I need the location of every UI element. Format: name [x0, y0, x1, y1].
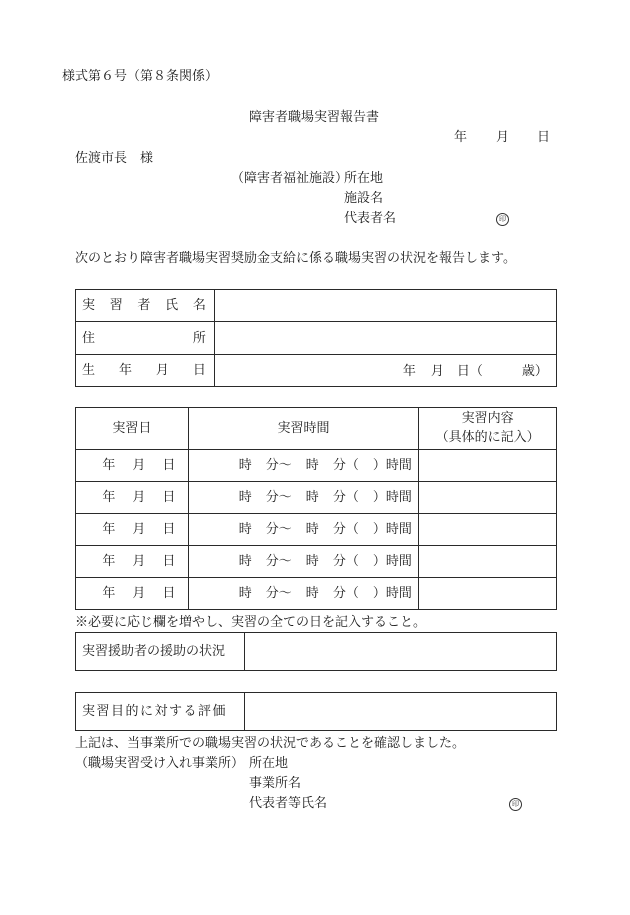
trainee-name-row: [76, 290, 557, 322]
schedule-content-cell[interactable]: [419, 546, 557, 578]
schedule-date-cell[interactable]: 年 月 日: [76, 482, 189, 514]
header-content-line1: 実習内容: [461, 410, 514, 426]
date-day-label: 日: [537, 130, 551, 145]
schedule-time-cell[interactable]: 時 分～ 時 分（ ）時間: [188, 546, 419, 578]
employer-name-label: 事業所名: [249, 776, 302, 791]
trainee-name-label: 実 習 者 氏 名: [76, 290, 215, 322]
schedule-time-cell[interactable]: 時 分～ 時 分（ ）時間: [188, 450, 419, 482]
header-date: 実習日: [76, 408, 189, 450]
page-title: 障害者職場実習報告書: [249, 110, 380, 125]
date-month-label: 月: [496, 130, 510, 145]
evaluation-label: 実習目的に対する評価: [76, 693, 245, 731]
schedule-date-cell[interactable]: 年 月 日: [76, 578, 189, 610]
schedule-time-cell[interactable]: 時 分～ 時 分（ ）時間: [188, 482, 419, 514]
schedule-date-cell[interactable]: 年 月 日: [76, 546, 189, 578]
trainee-address-label: 住 所: [76, 322, 215, 355]
trainee-birth-row: [76, 355, 557, 387]
employer-address-label: 所在地: [249, 756, 289, 771]
evaluation-table: [75, 692, 557, 731]
form-number: 様式第６号（第８条関係）: [62, 69, 219, 84]
schedule-date-cell[interactable]: 年 月 日: [76, 514, 189, 546]
facility-name-label: 施設名: [344, 191, 384, 206]
schedule-row: [76, 546, 557, 578]
trainee-address-row: [76, 322, 557, 355]
schedule-date-cell[interactable]: 年 月 日: [76, 450, 189, 482]
schedule-table: [75, 407, 557, 610]
birth-age-label: 歳）: [521, 364, 548, 379]
schedule-content-cell[interactable]: [419, 578, 557, 610]
evaluation-field[interactable]: [244, 693, 556, 731]
date-year-label: 年: [454, 130, 468, 145]
schedule-content-cell[interactable]: [419, 450, 557, 482]
facility-seal-icon: 印: [496, 213, 509, 226]
facility-label: （障害者福祉施設）: [231, 171, 349, 186]
schedule-time-cell[interactable]: 時 分～ 時 分（ ）時間: [188, 514, 419, 546]
employer-seal-icon: 印: [509, 798, 522, 811]
header-time: 実習時間: [188, 408, 419, 450]
schedule-header-row: [76, 408, 557, 450]
trainee-table: [75, 289, 557, 387]
header-content-line2: （具体的に記入）: [435, 429, 540, 445]
header-content: [419, 408, 557, 450]
schedule-content-cell[interactable]: [419, 514, 557, 546]
schedule-row: [76, 514, 557, 546]
employer-rep-label: 代表者等氏名: [249, 796, 328, 811]
facility-rep-label: 代表者名: [344, 211, 397, 226]
schedule-time-cell[interactable]: 時 分～ 時 分（ ）時間: [188, 578, 419, 610]
trainee-birth-field[interactable]: [214, 355, 556, 387]
addressee: 佐渡市長 様: [75, 151, 154, 166]
schedule-content-cell[interactable]: [419, 482, 557, 514]
birth-year-label: 年: [402, 364, 416, 379]
birth-month-label: 月: [430, 364, 444, 379]
employer-label: （職場実習受け入れ事業所）: [75, 756, 245, 771]
birth-day-label: 日（: [456, 364, 483, 379]
schedule-row: [76, 482, 557, 514]
schedule-row: [76, 578, 557, 610]
trainee-birth-label: 生 年 月 日: [76, 355, 215, 387]
facility-address-label: 所在地: [344, 171, 384, 186]
support-table: [75, 632, 557, 671]
support-label: 実習援助者の援助の状況: [76, 633, 245, 671]
schedule-row: [76, 450, 557, 482]
note-text: ※必要に応じ欄を増やし、実習の全ての日を記入すること。: [75, 615, 427, 630]
support-field[interactable]: [244, 633, 556, 671]
trainee-name-field[interactable]: [214, 290, 556, 322]
trainee-address-field[interactable]: [214, 322, 556, 355]
intro-text: 次のとおり障害者職場実習奨励金支給に係る職場実習の状況を報告します。: [75, 251, 516, 266]
confirmation-text: 上記は、当事業所での職場実習の状況であることを確認しました。: [75, 736, 466, 751]
